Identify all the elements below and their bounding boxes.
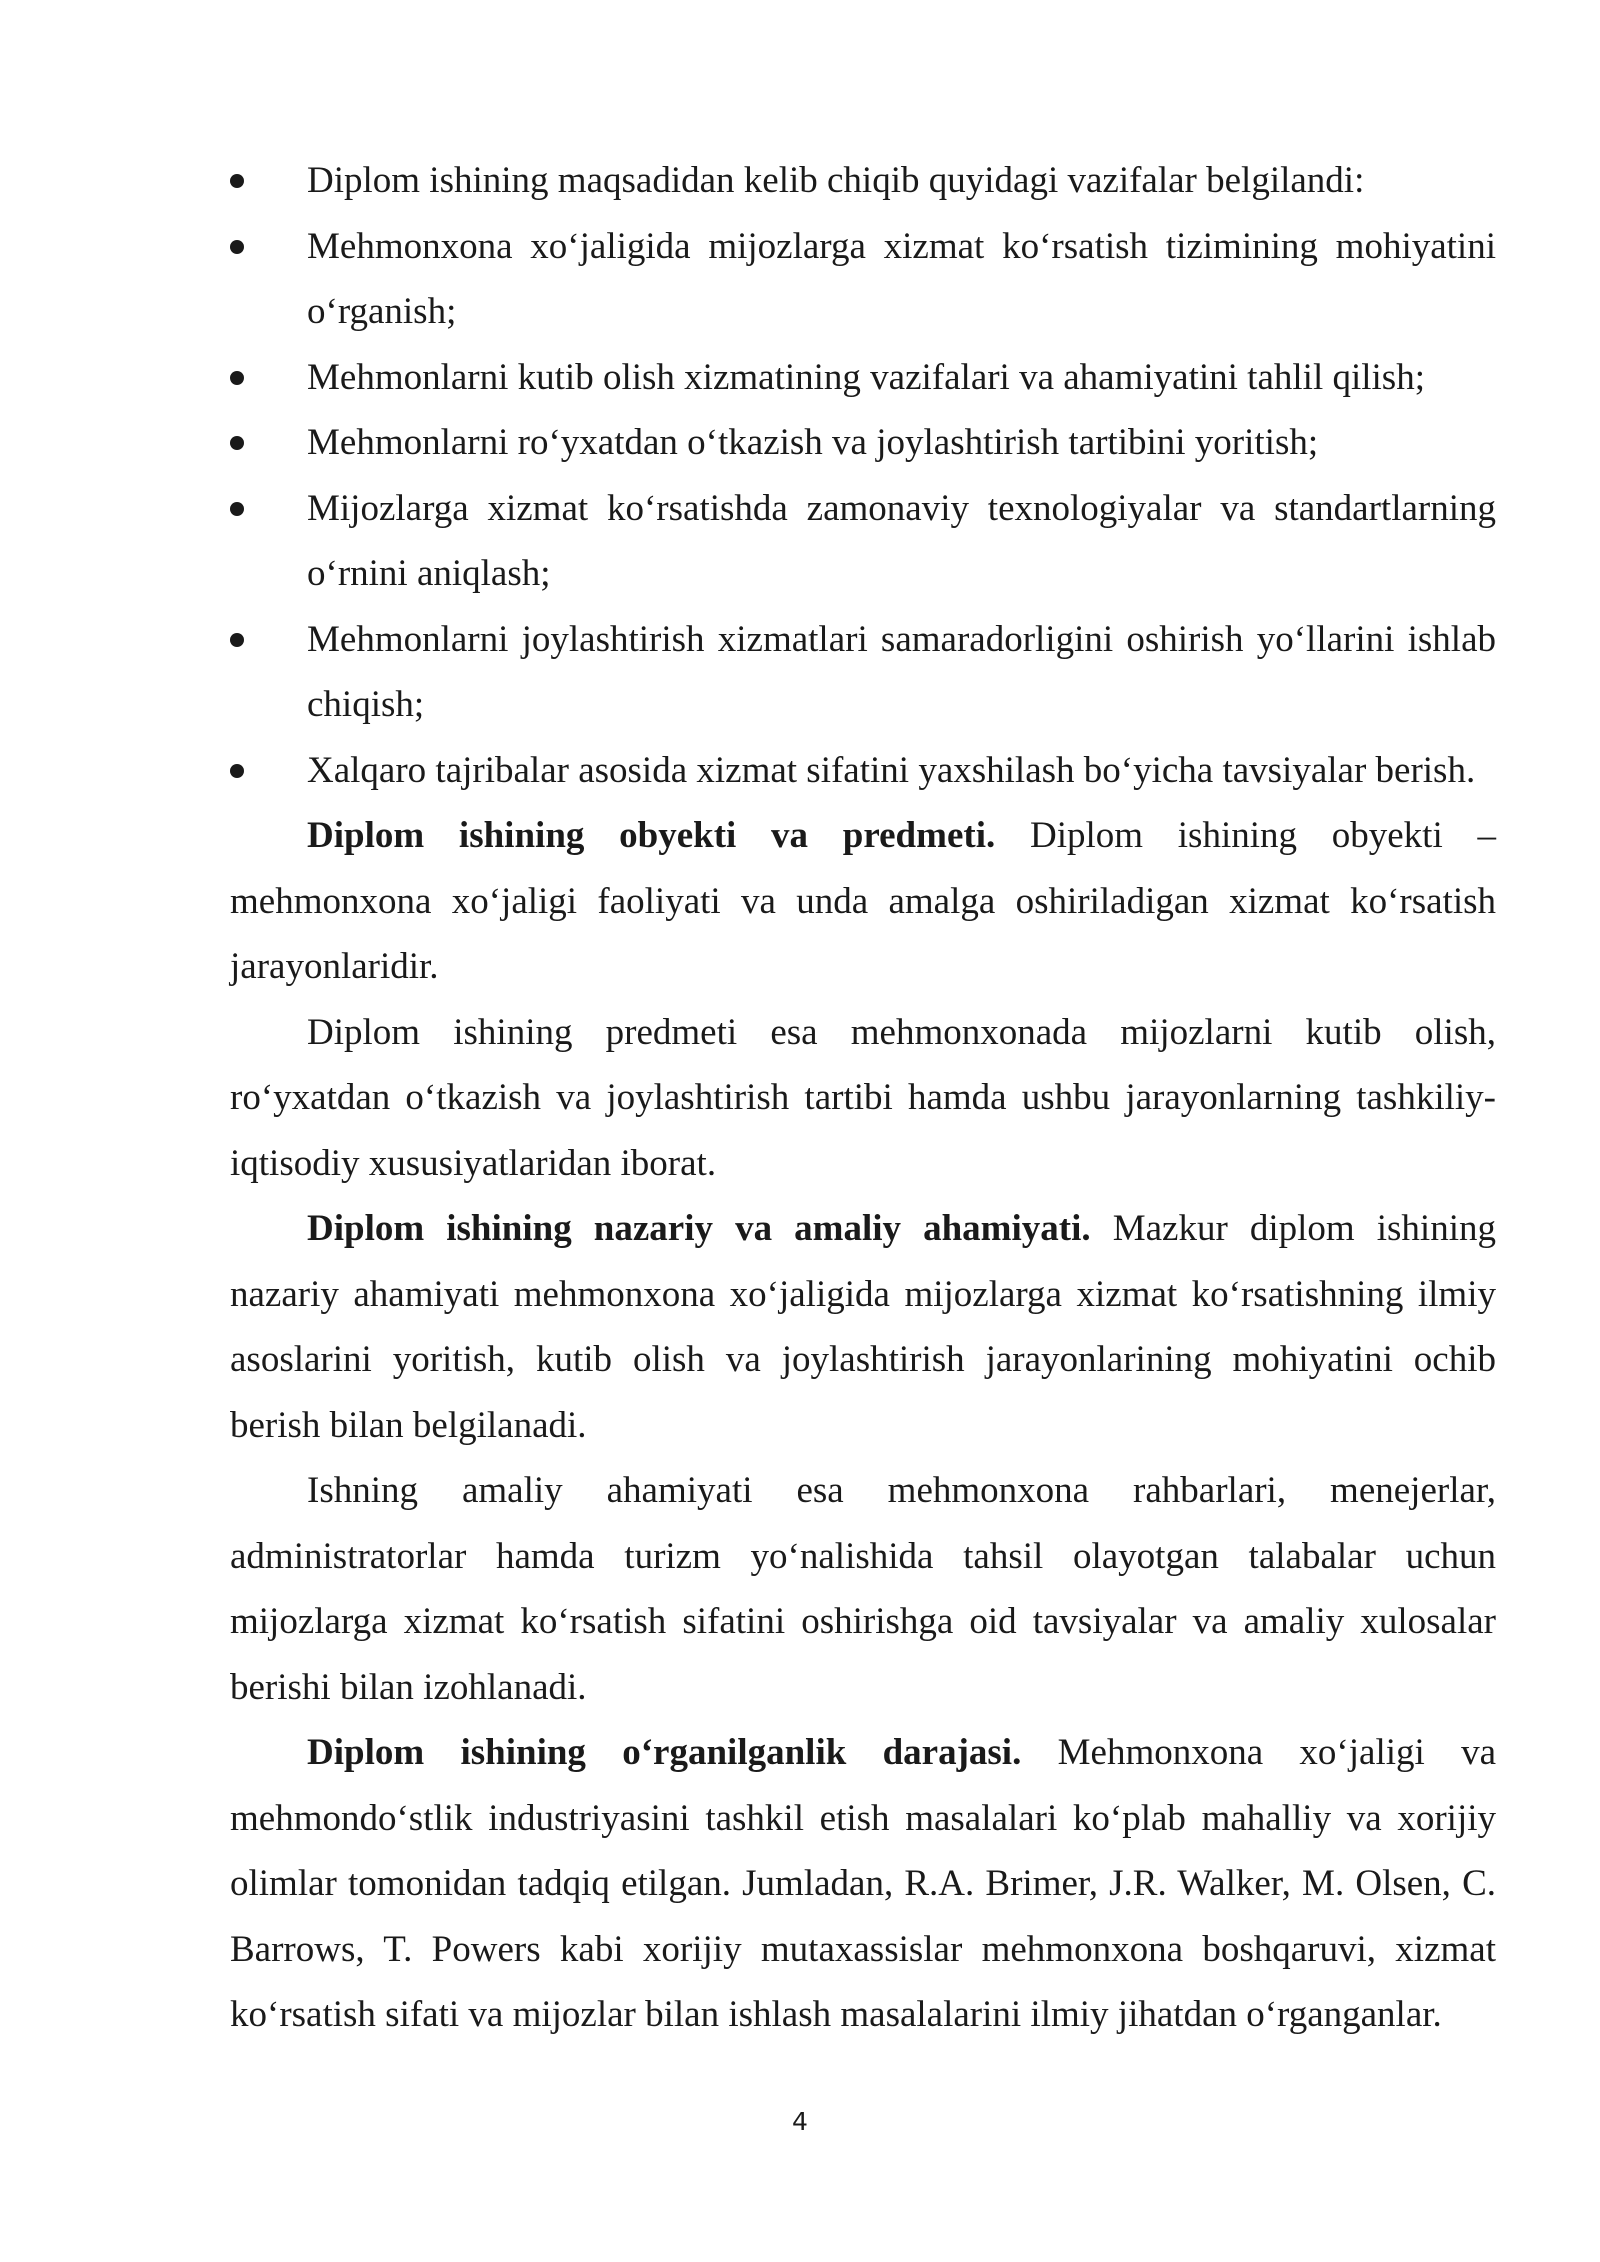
paragraph-text: Mazkur diplom ishining nazariy ahamiyati mehmonxona xo‘jaligida mijozlarga xizmat ko‘rsatishning ilmiy asoslarini yoritish, kutib olish va joylashtirish jarayonlarining mohiyatini ochib berish bilan belgilanadi. xyxy=(230,1208,1496,1446)
bullet-text: Mehmonlarni ro‘yxatdan o‘tkazish va joylashtirish tartibini yoritish; xyxy=(307,422,1319,463)
bullet-icon xyxy=(230,764,244,778)
paragraph-heading: Diplom ishining obyekti va predmeti. xyxy=(307,815,996,856)
paragraph-study-degree xyxy=(230,1720,1496,2048)
bullet-text: Diplom ishining maqsadidan kelib chiqib quyidagi vazifalar belgilandi: xyxy=(307,160,1365,201)
bullet-text: Mehmonxona xo‘jaligida mijozlarga xizmat ko‘rsatish tizimining mohiyatini o‘rganish; xyxy=(307,225,1496,332)
bullet-icon xyxy=(230,633,244,647)
bullet-item xyxy=(230,214,1496,345)
bullet-icon xyxy=(230,174,244,188)
document-page xyxy=(230,148,1496,2048)
bullet-text: Mehmonlarni joylashtirish xizmatlari samaradorligini oshirish yo‘llarini ishlab chiqish; xyxy=(307,618,1496,725)
bullet-icon xyxy=(230,502,244,516)
paragraph-significance xyxy=(230,1196,1496,1458)
page-number: 4 xyxy=(792,2107,808,2136)
paragraph-text: Ishning amaliy ahamiyati esa mehmonxona rahbarlari, menejerlar, administratorlar hamda turizm yo‘nalishida tahsil olayotgan talabalar uchun mijozlarga xizmat ko‘rsatish sifatini oshirishga oid tavsiyalar va amaliy xulosalar berishi bilan izohlanadi. xyxy=(230,1470,1496,1708)
bullet-text: Xalqaro tajribalar asosida xizmat sifatini yaxshilash bo‘yicha tavsiyalar berish. xyxy=(307,749,1476,791)
paragraph-subject xyxy=(230,1000,1496,1197)
paragraph-text: Diplom ishining predmeti esa mehmonxonada mijozlarni kutib olish, ro‘yxatdan o‘tkazish va joylashtirish tartibi hamda ushbu jarayonlarning tashkiliy-iqtisodiy xususiyatlaridan iborat. xyxy=(230,1011,1496,1184)
bullet-item xyxy=(230,148,1496,214)
bullet-item xyxy=(230,410,1496,476)
paragraph-heading: Diplom ishining nazariy va amaliy ahamiyati. xyxy=(307,1208,1091,1249)
paragraph-text: Mehmonxona xo‘jaligi va mehmondo‘stlik industriyasini tashkil etish masalalari ko‘plab mahalliy va xorijiy olimlar tomonidan tadqiq etilgan. Jumladan, R.A. Brimer, J.R. Walker, M. Olsen, C. Barrows, T. Powers kabi xorijiy mutaxassislar mehmonxona boshqaruvi, xizmat ko‘rsatish sifati va mijozlar bilan ishlash masalalarini ilmiy jihatdan o‘rganganlar. xyxy=(230,1732,1496,2035)
bullet-text: Mehmonlarni kutib olish xizmatining vazifalari va ahamiyatini tahlil qilish; xyxy=(307,356,1425,398)
bullet-icon xyxy=(230,371,244,385)
paragraph-practical-significance xyxy=(230,1458,1496,1720)
bullet-text: Mijozlarga xizmat ko‘rsatishda zamonaviy texnologiyalar va standartlarning o‘rnini aniqlash; xyxy=(307,487,1496,594)
paragraph-heading: Diplom ishining o‘rganilganlik darajasi. xyxy=(307,1732,1022,1773)
bullet-icon xyxy=(230,240,244,254)
paragraph-object-subject xyxy=(230,803,1496,1000)
bullet-item xyxy=(230,476,1496,607)
bullet-item xyxy=(230,345,1496,411)
paragraph-text: Diplom ishining obyekti – mehmonxona xo‘jaligi faoliyati va unda amalga oshiriladigan xizmat ko‘rsatish jarayonlaridir. xyxy=(230,815,1496,987)
bullet-icon xyxy=(230,436,244,450)
task-bullet-list xyxy=(230,148,1496,803)
bullet-item xyxy=(230,738,1496,804)
bullet-item xyxy=(230,607,1496,738)
